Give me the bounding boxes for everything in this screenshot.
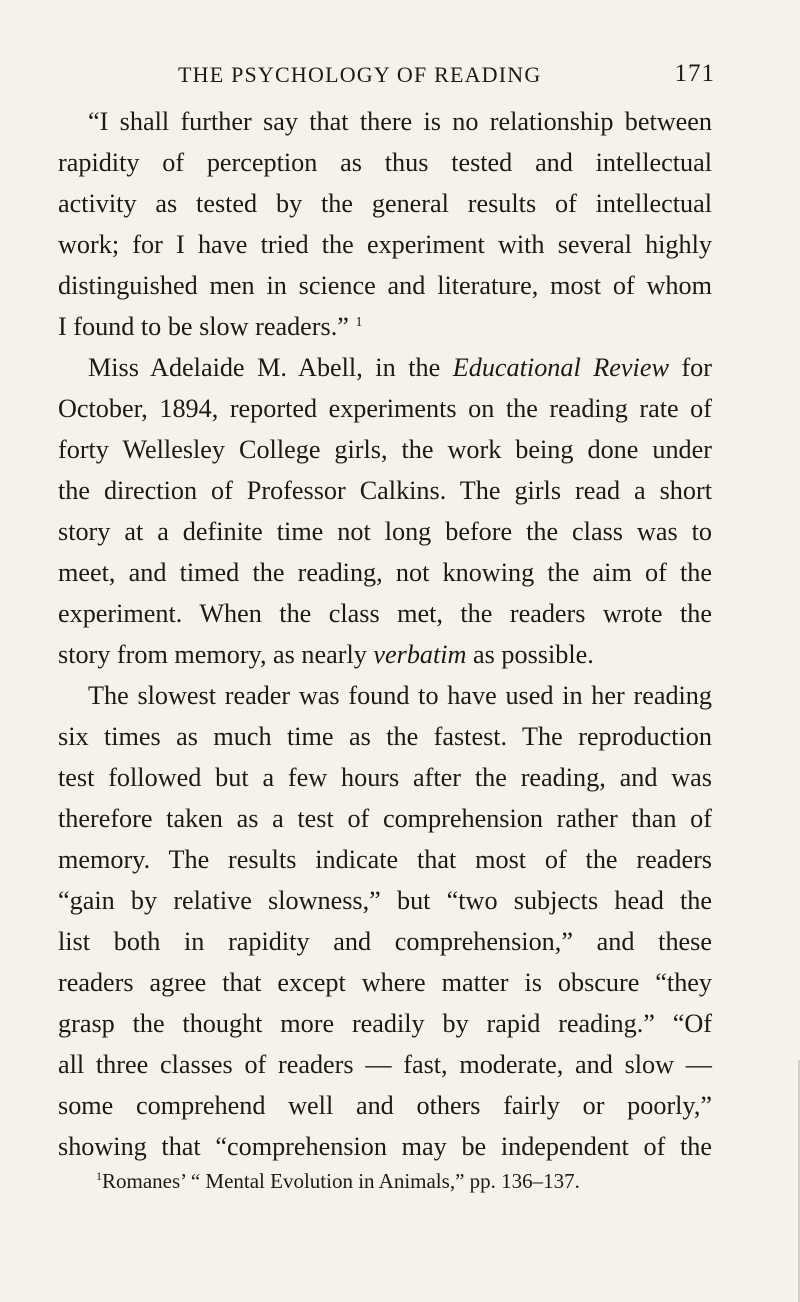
text-line: test followed but a few hours after the reading, and was <box>58 763 712 792</box>
journal-title: Educational Review <box>452 353 669 382</box>
running-title: THE PSYCHOLOGY OF READING <box>178 62 542 87</box>
text-line: experiment. When the class met, the readers wrote the <box>58 599 712 628</box>
text-line: memory. The results indicate that most of the readers <box>58 845 712 874</box>
text-line: meet, and timed the reading, not knowing the aim of the <box>58 558 712 587</box>
text-line: the direction of Professor Calkins. The girls read a short <box>58 476 712 505</box>
text-line: rapidity of perception as thus tested and intellectual <box>58 148 712 177</box>
text-line: “gain by relative slowness,” but “two subjects head the <box>58 886 712 915</box>
text-line: grasp the thought more readily by rapid reading.” “Of <box>58 1009 712 1038</box>
footnote-ref: 1 <box>355 315 363 330</box>
text-line: forty Wellesley College girls, the work being done under <box>58 435 712 464</box>
footnote-marker: 1 <box>96 1169 102 1183</box>
text-line: list both in rapidity and comprehension,” and these <box>58 927 712 956</box>
text-line: readers agree that except where matter is obscure “they <box>58 968 712 997</box>
text-line: some comprehend well and others fairly or poorly,” <box>58 1091 712 1120</box>
text-line: six times as much time as the fastest. The reproduction <box>58 722 712 751</box>
page-number: 171 <box>674 60 715 87</box>
text-line: story at a definite time not long before the class was to <box>58 517 712 546</box>
running-head <box>130 62 715 92</box>
text-line: October, 1894, reported experiments on the reading rate of <box>58 394 712 423</box>
text-line: showing that “comprehension may be independent of the <box>58 1132 712 1161</box>
text-line: I found to be slow readers.” $^1$ <box>58 312 363 341</box>
text-line: The slowest reader was found to have used in her reading <box>88 681 712 710</box>
text-line: therefore taken as a test of comprehension rather than of <box>58 804 712 833</box>
text-line: story from memory, as nearly verbatim as possible. <box>58 640 594 669</box>
text-line: work; for I have tried the experiment with several highly <box>58 230 712 259</box>
italic-phrase: verbatim <box>373 640 467 669</box>
text-line: all three classes of readers — fast, moderate, and slow — <box>58 1050 712 1079</box>
text-line: activity as tested by the general results of intellectual <box>58 189 712 218</box>
footnote-text: Romanes’ “ Mental Evolution in Animals,” pp. 136–137. <box>102 1169 580 1193</box>
text-line: distinguished men in science and literature, most of whom <box>58 271 712 300</box>
text-line: Miss Adelaide M. Abell, in the Educational Review for <box>88 353 712 382</box>
text-line: “I shall further say that there is no relationship between <box>88 107 712 136</box>
footnote <box>96 1166 716 1196</box>
